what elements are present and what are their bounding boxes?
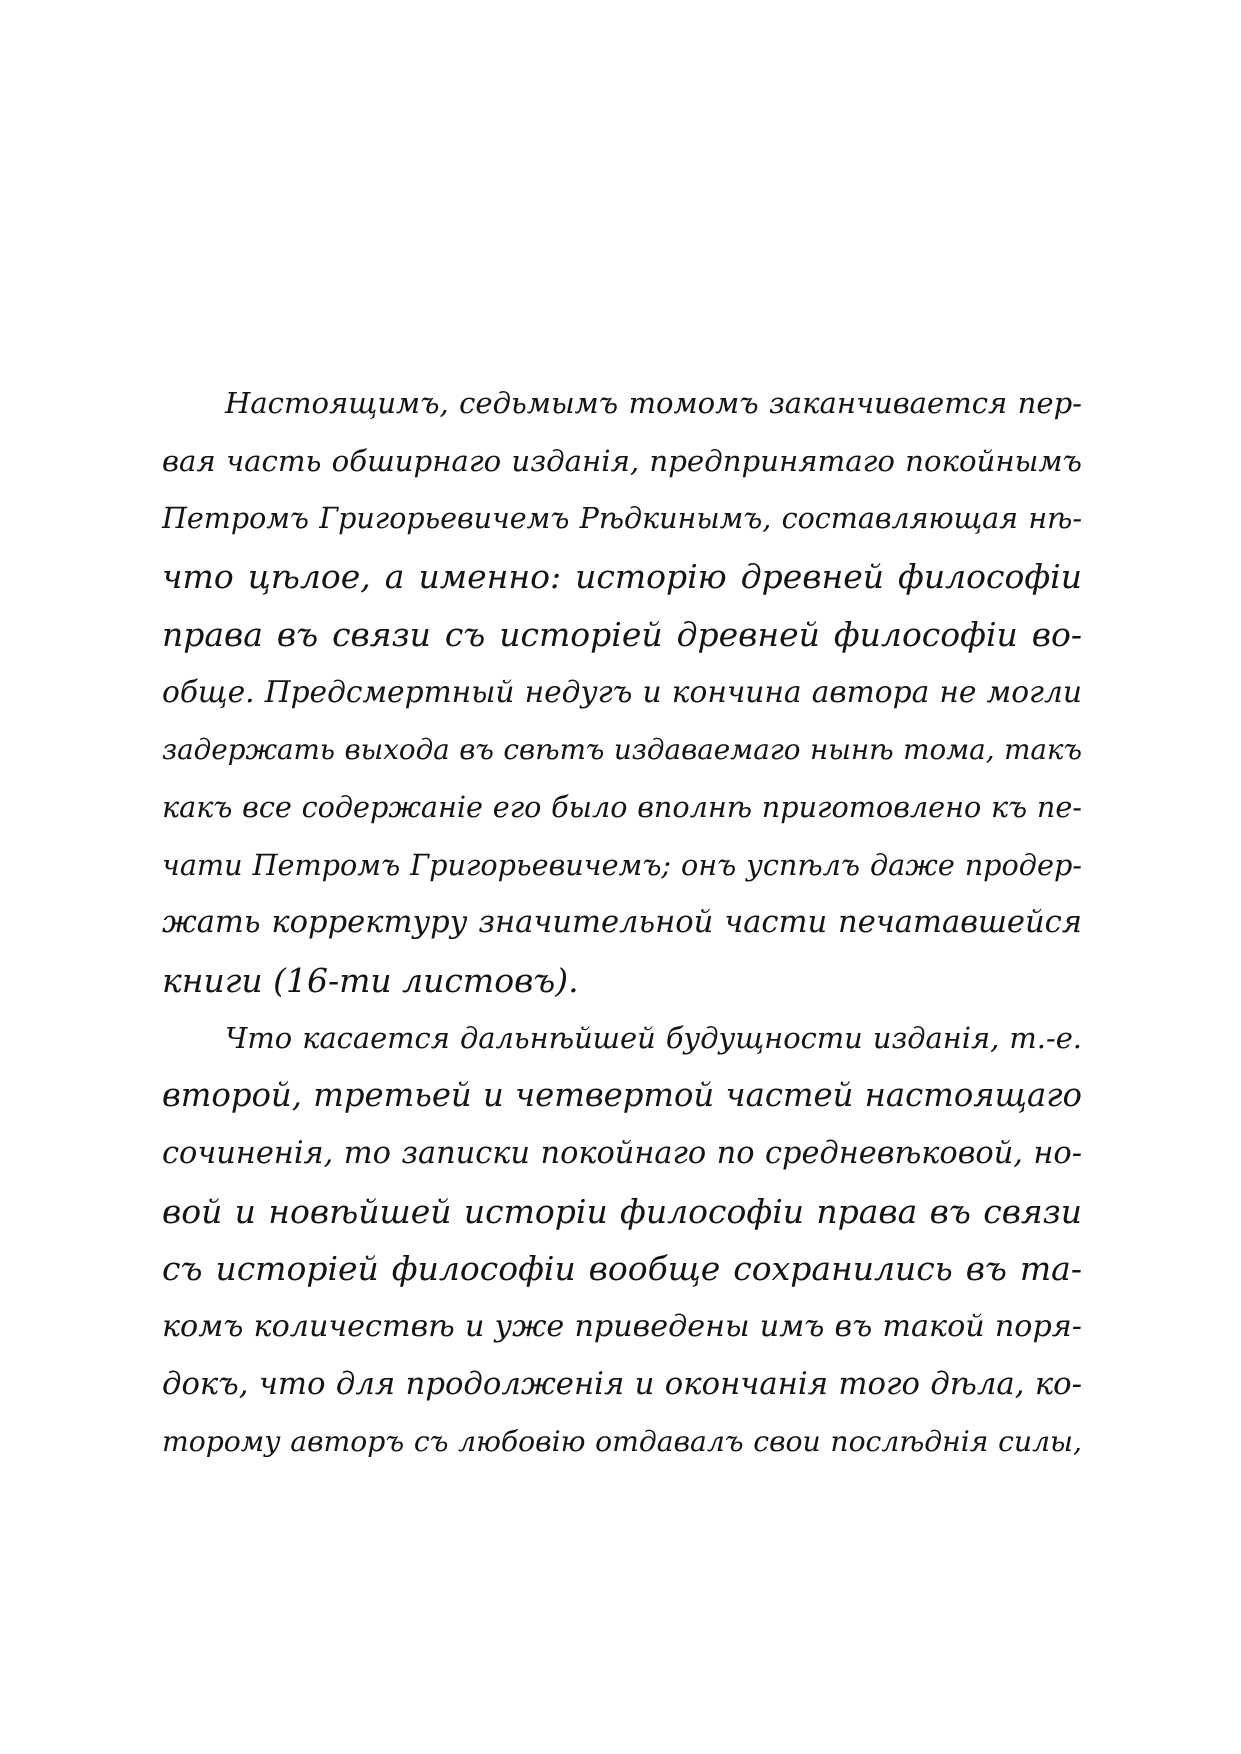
- text-line: права въ связи съ исторіей древней философіи во-: [162, 614, 1082, 654]
- text-line: съ исторіей философіи вообще сохранились въ та-: [162, 1249, 1082, 1289]
- text-line: что цѣлое, а именно: исторію древней философіи: [162, 557, 1082, 597]
- paragraph-1: [162, 375, 1082, 1010]
- text-line: сочиненія, то записки покойнаго по средневѣковой, но-: [162, 1135, 1082, 1171]
- paragraph-2: [162, 1010, 1082, 1472]
- text-line: торому авторъ съ любовію отдавалъ свои послѣднія силы,: [162, 1425, 1082, 1459]
- text-line: Настоящимъ, седьмымъ томомъ заканчивается пер-: [225, 386, 1082, 420]
- text-line: Что касается дальнѣйшей будущности изданія, т.-е.: [225, 1020, 1082, 1055]
- text-line: чати Петромъ Григорьевичемъ; онъ успѣлъ даже продер-: [162, 847, 1082, 882]
- text-line: второй, третьей и четвертой частей настоящаго: [162, 1076, 1082, 1115]
- text-line: вой и новѣйшей исторіи философіи права въ связи: [162, 1191, 1082, 1231]
- text-line: Петромъ Григорьевичемъ Рѣдкинымъ, составляющая нѣ-: [162, 502, 1082, 536]
- text-line: какъ все содержаніе его было вполнѣ приготовлено къ пе-: [162, 789, 1082, 824]
- text-line: книги (16-ти листовъ).: [162, 960, 579, 1000]
- text-line: комъ количествѣ и уже приведены имъ въ такой поря-: [162, 1309, 1082, 1344]
- text-line: обще. Предсмертный недугъ и кончина автора не могли: [162, 674, 1082, 710]
- text-line: задержать выхода въ свѣтъ издаваемаго нынѣ тома, такъ: [162, 733, 1082, 767]
- text-line: жать корректуру значительной части печатавшейся: [162, 905, 1082, 941]
- text-line: докъ, что для продолженія и окончанія того дѣла, ко-: [162, 1366, 1082, 1402]
- text-line: вая часть обширнаго изданія, предпринятаго покойнымъ: [162, 443, 1082, 478]
- body-text: [162, 375, 1082, 1471]
